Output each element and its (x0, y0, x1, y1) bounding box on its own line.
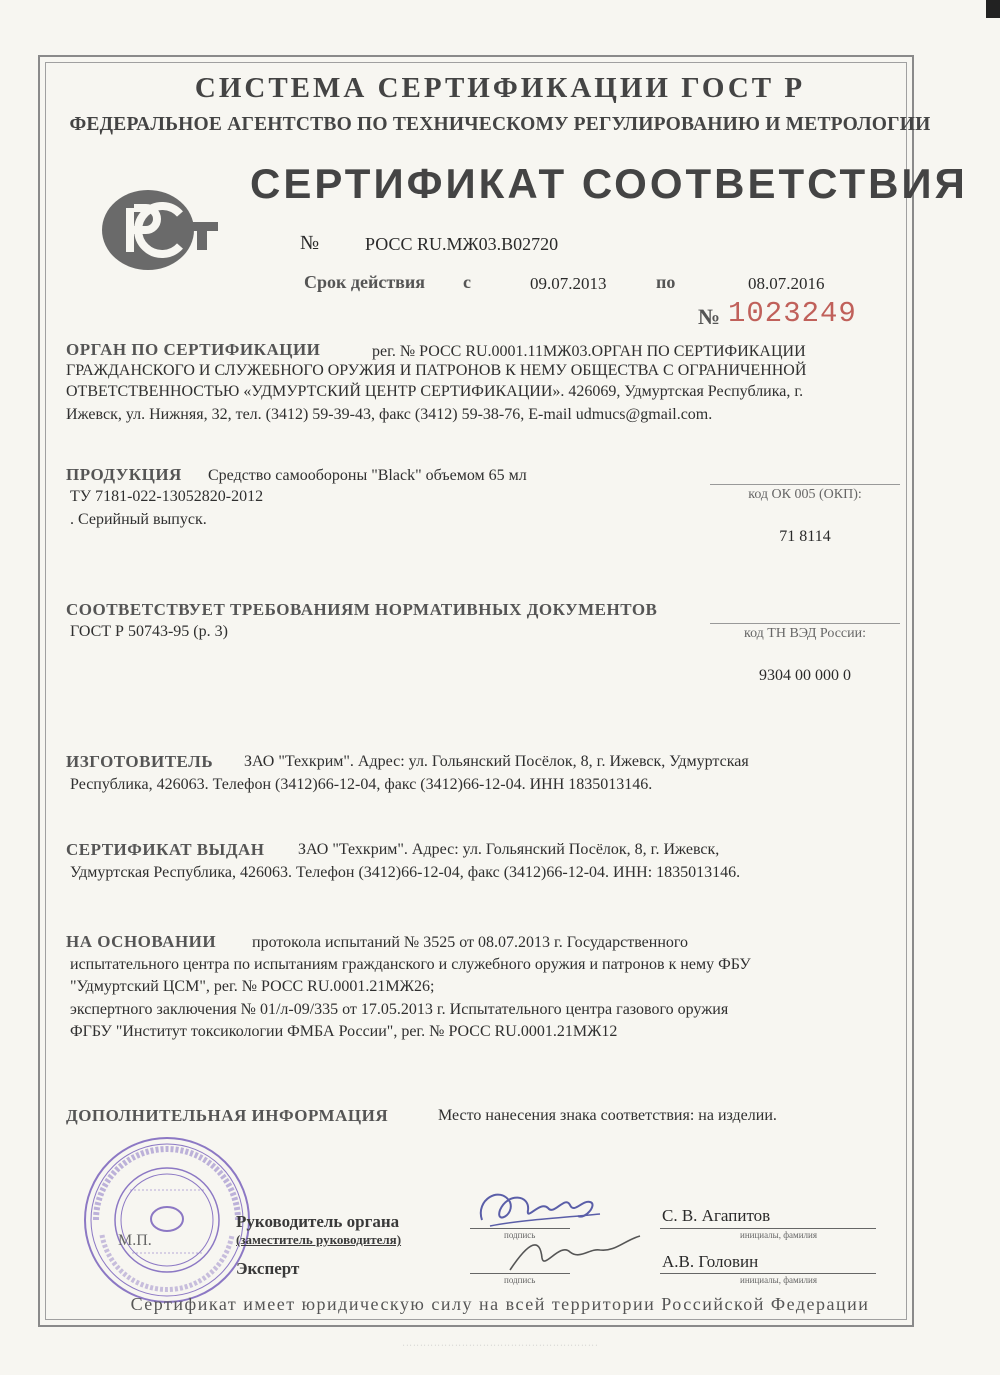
body-label: ОРГАН ПО СЕРТИФИКАЦИИ (66, 340, 321, 359)
head-label: Руководитель органа (236, 1212, 400, 1231)
basis-line: ФГБУ "Институт токсикологии ФМБА России", рег. № РОСС RU.0001.21МЖ12 (70, 1023, 618, 1040)
signature-line (470, 1273, 570, 1274)
name-line (660, 1228, 876, 1229)
signature-line (470, 1228, 570, 1229)
certificate-number: РОСС RU.МЖ03.В02720 (365, 234, 559, 254)
name-caption: инициалы, фамилия (740, 1275, 817, 1285)
conforms-line: ГОСТ Р 50743-95 (р. 3) (70, 623, 228, 640)
product-label: ПРОДУКЦИЯ (66, 465, 182, 484)
name-line (660, 1273, 876, 1274)
tnved-code-value: 9304 00 000 0 (759, 667, 851, 684)
product-line: . Серийный выпуск. (70, 511, 207, 528)
validity-label: Срок действия (304, 272, 426, 292)
basis-line: "Удмуртский ЦСМ", рег. № РОСС RU.0001.21МЖ26; (70, 978, 435, 995)
certificate-title: СЕРТИФИКАТ СООТВЕТСТВИЯ (250, 160, 968, 207)
serial-label: № (698, 304, 721, 329)
validity-from-date: 09.07.2013 (530, 274, 607, 293)
product-line: ТУ 7181-022-13052820-2012 (70, 488, 264, 505)
body-line: ОТВЕТСТВЕННОСТЬЮ «УДМУРТСКИЙ ЦЕНТР СЕРТИФИКАЦИИ». 426069, Удмуртская Республика, г. (66, 383, 804, 400)
basis-label: НА ОСНОВАНИИ (66, 932, 217, 951)
tnved-code-box (710, 623, 900, 685)
signature-caption: подпись (504, 1275, 536, 1285)
scan-edge-mark (986, 0, 1000, 18)
basis-line: испытательного центра по испытаниям гражданского и служебного оружия и патронов к нему ФБУ (70, 956, 751, 973)
basis-line: экспертного заключения № 01/л-09/335 от 17.05.2013 г. Испытательного центра газового оружия (70, 1001, 729, 1018)
okp-code-box (710, 484, 900, 546)
manufacturer-line: Республика, 426063. Телефон (3412)66-12-04, факс (3412)66-12-04. ИНН 1835013146. (70, 776, 653, 793)
additional-label: ДОПОЛНИТЕЛЬНАЯ ИНФОРМАЦИЯ (66, 1106, 389, 1125)
body-line: рег. № РОСС RU.0001.11МЖ03.ОРГАН ПО СЕРТИФИКАЦИИ (372, 343, 806, 360)
head-name: С. В. Агапитов (662, 1206, 771, 1225)
deputy-label: (заместитель руководителя) (236, 1232, 402, 1247)
body-line: ГРАЖДАНСКОГО И СЛУЖЕБНОГО ОРУЖИЯ И ПАТРОНОВ К НЕМУ ОБЩЕСТВА С ОГРАНИЧЕННОЙ (66, 362, 807, 379)
print-line: · · · · · · · · · · · · · · · · · · · · · · · · · · · · · · · · · · · · · · · · · · · · · · · · · · · · · · · · (402, 1343, 598, 1349)
body-line: Ижевск, ул. Нижняя, 32, тел. (3412) 59-39-43, факс (3412) 59-38-76, E-mail udmucs@gmail.com. (66, 406, 713, 423)
okp-code-value: 71 8114 (779, 528, 831, 545)
product-line: Средство самообороны "Black" объемом 65 мл (208, 467, 527, 484)
tnved-code-label: код ТН ВЭД России: (743, 626, 866, 641)
system-title: СИСТЕМА СЕРТИФИКАЦИИ ГОСТ Р (194, 72, 806, 104)
signature-caption: подпись (504, 1230, 536, 1240)
serial-number: 1023249 (728, 297, 857, 330)
manufacturer-line: ЗАО "Техкрим". Адрес: ул. Гольянский Посёлок, 8, г. Ижевск, Удмуртская (244, 753, 749, 770)
validity-to-date: 08.07.2016 (748, 274, 825, 293)
manufacturer-label: ИЗГОТОВИТЕЛЬ (66, 752, 214, 771)
additional-text: Место нанесения знака соответствия: на изделии. (438, 1107, 777, 1124)
issued-to-line: Удмуртская Республика, 426063. Телефон (3412)66-12-04, факс (3412)66-12-04. ИНН: 1835013146. (70, 864, 741, 881)
issued-to-line: ЗАО "Техкрим". Адрес: ул. Гольянский Посёлок, 8, г. Ижевск, (298, 841, 720, 858)
validity-from-label: с (463, 272, 471, 292)
rst-logo-icon (100, 188, 220, 272)
footer-legal-note: Сертификат имеет юридическую силу на всей территории Российской Федерации (130, 1294, 870, 1314)
official-seal-stamp (82, 1135, 252, 1305)
validity-to-label: по (656, 272, 676, 292)
expert-name: А.В. Головин (662, 1252, 759, 1271)
conforms-label: СООТВЕТСТВУЕТ ТРЕБОВАНИЯМ НОРМАТИВНЫХ ДОКУМЕНТОВ (66, 600, 658, 619)
mp-label: М.П. (118, 1232, 152, 1249)
expert-label: Эксперт (236, 1259, 300, 1278)
okp-code-label: код ОК 005 (ОКП): (748, 487, 862, 502)
number-label: № (300, 232, 320, 254)
basis-line: протокола испытаний № 3525 от 08.07.2013 г. Государственного (252, 934, 689, 951)
issued-to-label: СЕРТИФИКАТ ВЫДАН (66, 840, 265, 859)
name-caption: инициалы, фамилия (740, 1230, 817, 1240)
agency-name: ФЕДЕРАЛЬНОЕ АГЕНТСТВО ПО ТЕХНИЧЕСКОМУ РЕГУЛИРОВАНИЮ И МЕТРОЛОГИИ (69, 114, 931, 135)
